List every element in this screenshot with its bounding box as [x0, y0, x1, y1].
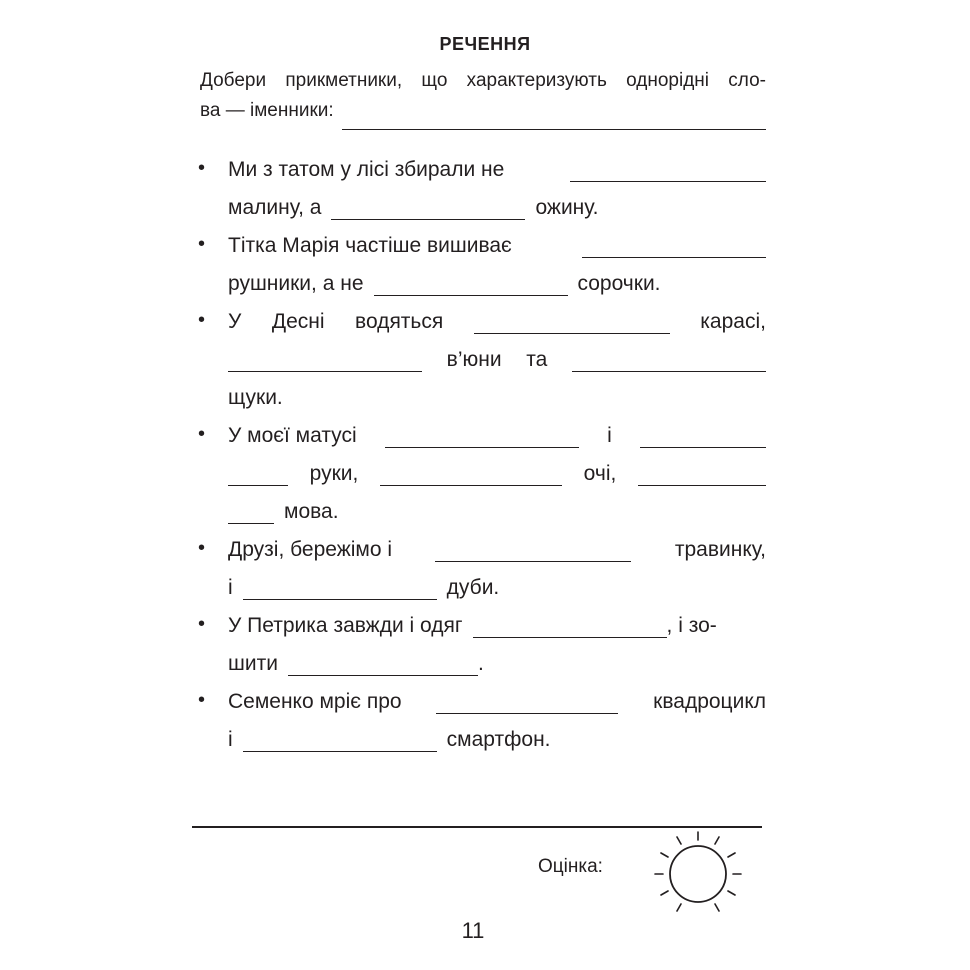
- exercise-2-line-2: [228, 266, 766, 296]
- sentence-text: дуби.: [446, 576, 500, 599]
- answer-blank[interactable]: [572, 351, 766, 372]
- sentence-text: і: [228, 576, 233, 599]
- answer-blank[interactable]: [374, 275, 568, 296]
- answer-blank[interactable]: [638, 465, 766, 486]
- sentence-text: сорочки.: [577, 272, 661, 295]
- sentence-text: , і зо-: [666, 614, 717, 637]
- answer-blank[interactable]: [342, 129, 766, 130]
- sentence-text: У: [228, 310, 242, 333]
- sentence-text: водяться: [355, 310, 444, 333]
- sentence-text: .: [477, 652, 484, 675]
- exercise-4-line-1: [198, 418, 766, 448]
- answer-blank[interactable]: [582, 237, 766, 258]
- sentence-text: Тітка Марія частіше вишиває: [228, 234, 512, 257]
- answer-blank[interactable]: [570, 161, 766, 182]
- exercise-4-line-2: [228, 456, 766, 486]
- exercise-2-line-1: [198, 228, 766, 258]
- answer-blank[interactable]: [228, 503, 274, 524]
- answer-blank[interactable]: [380, 465, 562, 486]
- sentence-text: очі,: [583, 462, 617, 485]
- bullet: •: [198, 423, 206, 445]
- answer-blank[interactable]: [331, 199, 525, 220]
- exercise-7-line-2: [228, 722, 766, 752]
- sentence-text: ожину.: [535, 196, 599, 219]
- bullet: •: [198, 613, 206, 635]
- instruction-word: сло-: [728, 70, 766, 91]
- bullet: •: [198, 309, 206, 331]
- sentence-text: У моєї матусі: [228, 424, 357, 447]
- page-number: 11: [461, 918, 485, 943]
- sentence-text: мова.: [284, 500, 339, 523]
- sentence-text: і: [228, 728, 233, 751]
- sentence-text: та: [526, 348, 548, 371]
- sentence-text: в’юни: [446, 348, 502, 371]
- bullet: •: [198, 233, 206, 255]
- sentence-text: Семенко мріє про: [228, 690, 402, 713]
- sentence-text: Ми з татом у лісі збирали не: [228, 158, 505, 181]
- sentence-text: Десні: [271, 310, 325, 333]
- instruction-word: прикметники,: [285, 70, 403, 91]
- bullet: •: [198, 689, 206, 711]
- instruction-line-1: [200, 66, 766, 96]
- instruction: [200, 66, 766, 126]
- answer-blank[interactable]: [243, 579, 437, 600]
- exercise-6-line-2: [228, 646, 766, 676]
- sentence-text: квадроцикл: [653, 690, 766, 713]
- exercise-3-line-3: [228, 380, 766, 410]
- answer-blank[interactable]: [474, 313, 670, 334]
- exercise-3-line-1: [198, 304, 766, 334]
- sentence-text: щуки.: [228, 386, 283, 409]
- answer-blank[interactable]: [385, 427, 579, 448]
- sentence-text: шити: [228, 652, 278, 675]
- instruction-text: ва — іменники:: [200, 100, 334, 121]
- exercise-1-line-1: [198, 152, 766, 182]
- sentence-text: руки,: [309, 462, 359, 485]
- bullet: •: [198, 537, 206, 559]
- sentence-text: Друзі, бережімо і: [228, 538, 393, 561]
- answer-blank[interactable]: [436, 693, 618, 714]
- exercise-4-line-3: [228, 494, 766, 524]
- exercise-5-line-1: [198, 532, 766, 562]
- sentence-text: смартфон.: [446, 728, 551, 751]
- instruction-word: Добери: [200, 70, 267, 91]
- exercise-3-line-2: [228, 342, 766, 372]
- instruction-word: що: [421, 70, 448, 91]
- exercise-1-line-2: [228, 190, 766, 220]
- answer-blank[interactable]: [243, 731, 437, 752]
- answer-blank[interactable]: [435, 541, 631, 562]
- exercise-5-line-2: [228, 570, 766, 600]
- sentence-text: У Петрика завжди і одяг: [228, 614, 463, 637]
- instruction-word: характеризують: [466, 70, 607, 91]
- answer-blank[interactable]: [228, 351, 422, 372]
- answer-blank[interactable]: [640, 427, 766, 448]
- sentence-text: рушники, а не: [228, 272, 364, 295]
- sun-icon: [648, 828, 744, 924]
- instruction-line-2: [200, 96, 766, 126]
- sentence-text: карасі,: [700, 310, 766, 333]
- page-title: РЕЧЕННЯ: [439, 34, 531, 54]
- exercise-7-line-1: [198, 684, 766, 714]
- instruction-word: однорідні: [626, 70, 710, 91]
- answer-blank[interactable]: [288, 655, 478, 676]
- bullet: •: [198, 157, 206, 179]
- sentence-text: малину, а: [228, 196, 322, 219]
- exercise-6-line-1: [198, 608, 766, 638]
- grade-label: Оцінка:: [538, 856, 603, 877]
- answer-blank[interactable]: [228, 465, 288, 486]
- sentence-text: і: [607, 424, 612, 447]
- sentence-text: травинку,: [674, 538, 766, 561]
- answer-blank[interactable]: [473, 617, 667, 638]
